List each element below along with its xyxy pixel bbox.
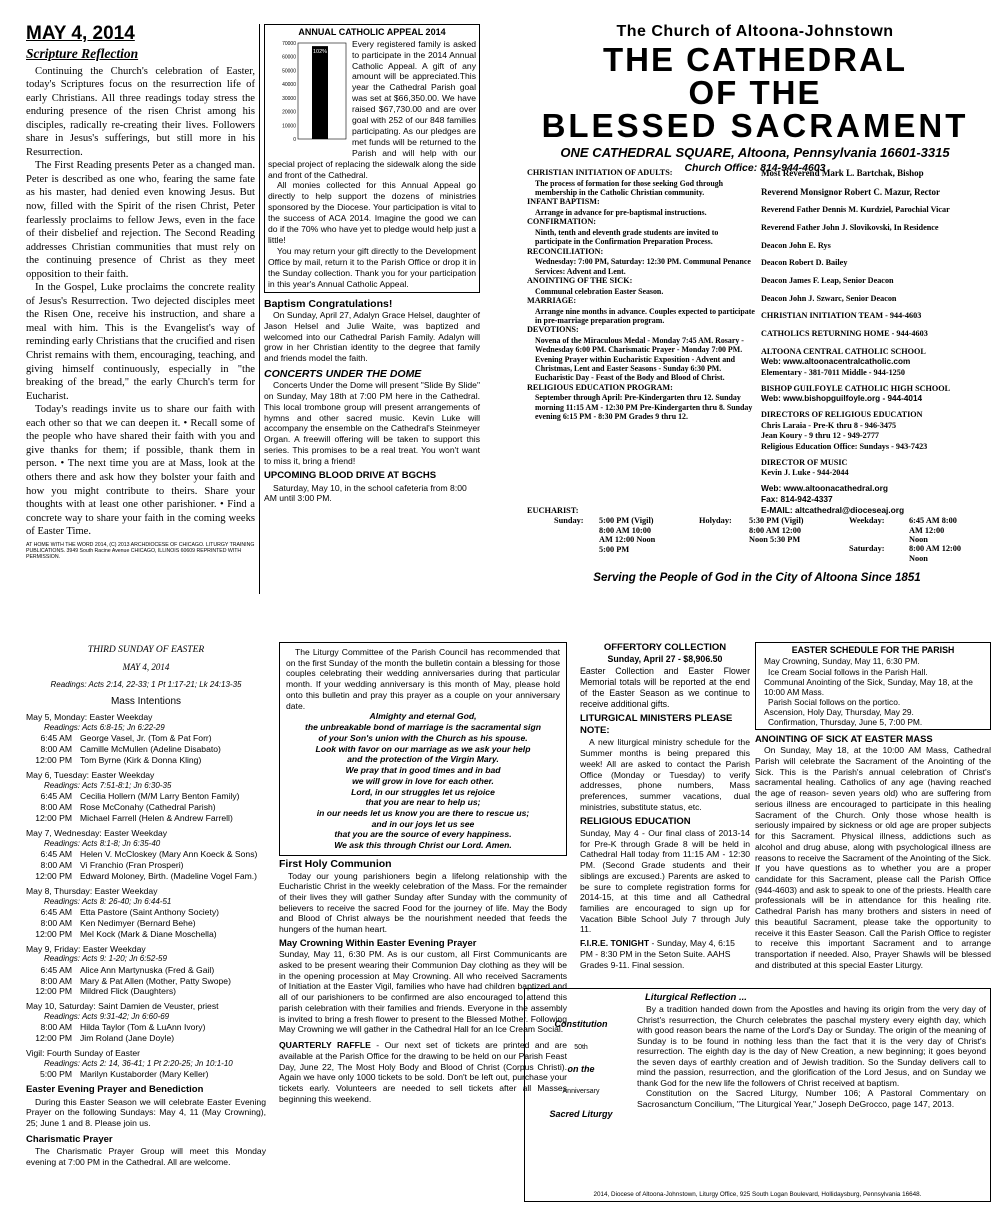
sacrament-detail: The process of formation for those seeking God through membership in the Catholic Christian community. <box>535 178 724 197</box>
religious-ed-title: RELIGIOUS EDUCATION <box>580 815 691 827</box>
sunday-title: THIRD SUNDAY OF EASTER <box>87 645 205 655</box>
mass-time: 12:00 PM <box>35 1033 72 1044</box>
intention-row <box>26 802 266 813</box>
baptism-title: Baptism Congratulations! <box>264 297 393 310</box>
reflection-paragraph: Continuing the Church's celebration of Easter, today's Scriptures focus on the resurrection life of early Christians. All three readings today stress the enduring presence of the risen Christ among his disciples, radically re-creating their lives. Followers share in Jesus's sufferings, but still more in his Resurrection. <box>26 65 255 158</box>
staff-entry: CHRISTIAN INITIATION TEAM - 944-4603 <box>761 311 922 321</box>
constitution-labels <box>529 1019 633 1120</box>
sacrament-heading: MARRIAGE: <box>527 295 577 305</box>
staff-entry: Deacon John E. Rys <box>761 240 831 250</box>
easter-schedule-title: EASTER SCHEDULE FOR THE PARISH <box>791 645 955 655</box>
reflection-paragraph: The First Reading presents Peter as a changed man. Peter is described as one who, fearing the same fate as his master, had denied even knowing Jesus. But now, filled with the Spirit of the risen Christ, Peter fearlessly proclaims to fellow Jews, even in the face of their disbelief and rejection. The Second Reading addresses Christian communities that must rely on the continuing presence of Christ as they meet opposition to their faith. <box>26 160 255 280</box>
fire-title: F.I.R.E. TONIGHT <box>580 938 650 949</box>
intention-row <box>26 813 266 824</box>
y-tick-label: 0 <box>293 136 296 143</box>
concerts-text: Concerts Under the Dome will present "Slide By Slide" on Sunday, May 18th at 7:00 PM here in the Cathedral. This local trombone group will present arrangements of hymns and other sacred music. Kevin Luke will accompany the ensemble on the Cathedral's Steinmeyer Organ. A freewill offering will be taken to support this series. This promises to be a real treat. You won't want to miss it, bring a friend! <box>264 380 480 466</box>
intention-row <box>26 860 266 871</box>
easter-schedule-items <box>760 656 986 727</box>
aca-bar-chart <box>268 41 348 151</box>
school-website: Web: www.altoonacentralcatholic.com <box>761 357 911 367</box>
intention-row <box>26 929 266 940</box>
evening-prayer-text: During this Easter Season we will celebrate Easter Evening Prayer on the following Sundays: May 4, 11 (May Crowning), 25; June 1 and 8. Please join us. <box>26 1096 266 1128</box>
mass-intention: Alice Ann Martynuska (Fred & Gail) <box>80 964 215 975</box>
intention-row <box>26 791 266 802</box>
fire-section <box>580 938 750 970</box>
constitution-label: on the <box>567 1063 595 1074</box>
sacrament-heading: DEVOTIONS: <box>527 325 579 335</box>
intention-row <box>26 849 266 860</box>
mass-intention: Jim Roland (Jane Doyle) <box>80 1033 175 1044</box>
mass-intention: George Vasel, Jr. (Tom & Pat Forr) <box>80 733 212 744</box>
crowning-title: May Crowning Within Easter Evening Prayer <box>279 936 477 948</box>
lit-reflection-source: Constitution on the Sacred Liturgy, Number 106; A Pastoral Commentary on Sacrosanctum Concilium, "The Liturgical Year," Joseph DeGrocco, page 147, 2013. <box>637 1088 986 1109</box>
aca-paragraph: All monies collected for this Annual Appeal go directly to help support the dozens of ministries sponsored by the Diocese. Your participation is vital to the success of ACA 2014. Imagine the good we can do if the 70% who have yet to pledge would help just a little! <box>268 180 476 245</box>
aca-chart-svg <box>268 41 348 151</box>
saturday-times: 8:00 AM 12:00 Noon <box>909 544 962 563</box>
intention-row <box>26 986 266 997</box>
intention-readings: Readings: Acts 9:31-42; Jn 6:60-69 <box>44 1012 170 1022</box>
music-line: Kevin J. Luke - 944-2044 <box>761 468 849 478</box>
mass-time: 12:00 PM <box>35 870 72 881</box>
intention-row <box>26 871 266 882</box>
anointing-text: On Sunday, May 18, at the 10:00 AM Mass, Cathedral Parish will celebrate the Sacrament of the Anointing of the Sick. This is the Parish's annual celebration of Christ's sacramental healing. Catholics of any age (having reached the age of reason- seven years old) who are suffering from serious illness are encouraged to participate in this healing Sacrament of the Church. Only those whose health is seriously impaired by sickness or old age are proper subjects for this Sacrament. Physical illness, addictions such as alcohol and drug abuse, along with psychological illness are reasons to receive the Sacrament of the Anointing of the Sick. If you have questions as to whether you are a proper candidate for this Sacrament, please call the Parish Office (944-4603) and ask to speak to one of the priests. Health care professionals will be in attendance for this healing rite. Cathedral Parish has many brothers and sisters in need of this beautiful Sacrament, please take the opportunity to receive it this Easter Season. Call the Parish Office to register to receive this important Sacrament and to arrange transportation if needed. Also, Prayer Shawls will be blessed and distributed at this special Easter Liturgy. <box>755 745 991 970</box>
sacrament-heading: INFANT BAPTISM: <box>527 197 600 207</box>
reflection-paragraph: Today's readings invite us to share our faith with each other so that we can deepen it. • Recall some of the people who have shared their faith with you and give thanks for them; if possible, thank them in person. • The next time you are at Mass, look at the others there and ask how they bolster your faith and how you might contribute to theirs. Share your thoughts with at least one other parishioner. • Find a concrete way to share your faith in the coming weeks of Easter Time. <box>26 404 255 538</box>
mass-time: 12:00 PM <box>35 986 72 997</box>
intention-row <box>26 965 266 976</box>
mass-time: 8:00 AM <box>40 1022 72 1033</box>
sacrament-detail: Novena of the Miraculous Medal - Monday 7:45 AM. Rosary - Wednesday 6:00 PM. Charismatic Prayer - Monday 7:00 PM. Evening Prayer within Eucharistic Exposition - Advent and Christmas, Lent and Easter Seasons - Sunday 6:30 PM. Eucharistic Day - Feast of the Body and Blood of Christ. <box>535 335 744 383</box>
scripture-reflection-title: Scripture Reflection <box>26 46 139 61</box>
raffle-text: - Our next set of tickets are printed and are available at the Parish Office for the drawing to be held on our Parish Feast Day, June 22, The Most Holy Body and Blood of Christ (Corpus Christi). Again we have only 1000 tickets to be sold. Don't be left out, purchase your tickets early. Volunteers are needed to sell tickets after all Masses beginning this weekend. <box>279 1040 568 1104</box>
y-tick-label: 40000 <box>282 81 296 88</box>
evening-prayer-title: Easter Evening Prayer and Benediction <box>26 1084 204 1096</box>
intention-day: May 5, Monday: Easter Weekday <box>26 712 153 723</box>
school-name: BISHOP GUILFOYLE CATHOLIC HIGH SCHOOL <box>761 383 951 393</box>
staff-entry: CATHOLICS RETURNING HOME - 944-4603 <box>761 328 928 338</box>
eucharist-label: EUCHARIST: <box>527 506 579 515</box>
staff-container <box>761 168 990 340</box>
sunday-label: Sunday: <box>554 516 584 525</box>
masthead <box>520 22 990 192</box>
mass-intention: Mary & Pat Allen (Mother, Patty Swope) <box>80 975 231 986</box>
liturgical-reflection-box <box>524 988 991 1202</box>
mass-intention: Rose McConahy (Cathedral Parish) <box>80 802 216 813</box>
mass-intention: Hilda Taylor (Tom & LuAnn Ivory) <box>80 1022 206 1033</box>
constitution-label: Constitution <box>554 1019 608 1029</box>
sacrament-heading: RELIGIOUS EDUCATION PROGRAM: <box>527 382 673 392</box>
mass-time: 6:45 AM <box>40 906 72 917</box>
parish-name: BLESSED SACRAMENT <box>541 106 969 144</box>
mass-intentions-column <box>26 644 266 1204</box>
prayer-line: of your Son's union with the Church as his spouse. <box>318 732 528 743</box>
easter-schedule-item: May Crowning, Sunday, May 11, 6:30 PM. <box>764 656 920 667</box>
mass-intention: Etta Pastore (Saint Anthony Society) <box>80 906 220 917</box>
sacrament-detail: Wednesday: 7:00 PM, Saturday: 12:30 PM. Communal Penance Services: Advent and Lent. <box>535 257 751 276</box>
easter-schedule-item: Confirmation, Thursday, June 5, 7:00 PM. <box>768 716 923 727</box>
weekday-label: Weekday: <box>849 516 885 525</box>
aca-title: ANNUAL CATHOLIC APPEAL 2014 <box>298 27 446 37</box>
prayer-line: in our needs let us know you are there to rescue us; <box>316 808 530 819</box>
intention-readings: Readings: Acts 8: 26-40; Jn 6:44-51 <box>44 896 172 906</box>
easter-schedule-item: Communal Anointing of the Sick, Sunday, May 18, at the 10:00 AM Mass. <box>764 676 973 697</box>
dre-line: Chris Laraia - Pre-K thru 8 - 946-3475 <box>761 420 897 430</box>
cathedral-email: E-MAIL: altcathedral@dioceseaj.org <box>761 504 905 515</box>
aca-box <box>264 24 480 293</box>
mass-time: 12:00 PM <box>35 755 72 766</box>
intention-row <box>26 918 266 929</box>
reflection-paragraph: In the Gospel, Luke proclaims the concrete reality of Jesus's Resurrection. Two dejected disciples meet the Risen One, receive his instruction, and share a meal with him. This is the Evangelist's way of reminding early Christians that the crucified and risen Christ remains with them, encouraging, teaching, and giving himself continuously, especially in "the breaking of the bread," the early Church's term for Eucharist. <box>26 282 255 402</box>
mass-time: 6:45 AM <box>40 733 72 744</box>
anointing-title: ANOINTING OF SICK AT EASTER MASS <box>755 732 933 744</box>
prayer-line: We pray that in good times and in bad <box>345 765 501 776</box>
intention-row <box>26 1033 266 1044</box>
eucharist-schedule <box>527 506 987 568</box>
crowning-text: Sunday, May 11, 6:30 PM. As is our custom, all First Communicants are asked to be present wearing their Communion Day clothing as they will be in the opening procession at May Crowning. All who received Sacraments of Initiation at the Easter Vigil, families who have had children baptized and all of our parishioners to be confirmed are also encouraged to attend this parish celebration with their families and friends. Everyone in the assembly is invited to bring a fresh flower to present to the Blessed Mother. Following May Crowning we will gather in the Cathedral Hall for an Ice Cream Social. <box>279 949 567 1035</box>
prayer-line: that you are near to help us; <box>365 797 481 808</box>
cathedral-fax: Fax: 814-942-4337 <box>761 493 833 504</box>
mass-intention: Mildred Flick (Daughters) <box>80 986 176 997</box>
anniversary-blessing-box <box>279 642 567 856</box>
religious-ed-text: Sunday, May 4 - Our final class of 2013-14 for Pre-K through Grade 8 will be held in Cathedral Hall today from 11:15 AM - 12:30 PM. (Second Grade students and their siblings are excused.) Parents are asked to be sure to complete registration forms for 2014-15, at this time and all Cathedral families are encouraged to sign up for Vacation Bible School July 7 through July 11. <box>580 827 750 935</box>
sacrament-detail: Arrange in advance for pre-baptismal instructions. <box>535 207 707 217</box>
y-tick-label: 30000 <box>282 95 296 102</box>
staff-entry: Reverend Monsignor Robert C. Mazur, Rector <box>761 186 941 197</box>
middle-column <box>264 24 480 589</box>
prayer-line: and the protection of the Virgin Mary. <box>347 754 499 765</box>
prayer-line: that you are the source of every happiness. <box>334 829 512 840</box>
y-tick-label: 10000 <box>282 122 296 129</box>
sacrament-detail: Arrange nine months in advance. Couples expected to participate in pre-marriage preparation program. <box>535 306 755 325</box>
prayer-line: the unbreakable bond of marriage is the sacramental sign <box>305 722 541 733</box>
concerts-title: CONCERTS UNDER THE DOME <box>264 367 422 380</box>
dre-line: Religious Education Office: Sundays - 943-7423 <box>761 441 928 451</box>
sacrament-detail: Communal celebration Easter Season. <box>535 286 664 296</box>
mass-intention: Helen V. McCloskey (Mary Ann Koeck & Sons) <box>80 849 258 860</box>
baptism-section <box>264 298 480 364</box>
intention-day: May 9, Friday: Easter Weekday <box>26 943 146 954</box>
sacraments-container <box>527 168 757 421</box>
blood-drive-section <box>264 470 480 504</box>
constitution-sidebar <box>529 1019 633 1132</box>
staff-entry: Deacon James F. Leap, Senior Deacon <box>761 276 894 285</box>
dre-line: Jean Koury - 9 thru 12 - 949-2777 <box>761 431 880 441</box>
school-website: Web: www.bishopguilfoyle.org - 944-4014 <box>761 394 923 404</box>
offertory-title: OFFERTORY COLLECTION <box>603 642 727 653</box>
mass-time: 8:00 AM <box>40 744 72 755</box>
mass-intention: Vi Franchio (Fran Prosperi) <box>80 859 184 870</box>
sunday-readings: Readings: Acts 2:14, 22-33; 1 Pt 1:17-21; Lk 24:13-35 <box>50 680 242 690</box>
mass-time: 8:00 AM <box>40 975 72 986</box>
prayer-line: Lord, in our struggles let us rejoice <box>351 786 495 797</box>
mass-intention: Cecilia Hollern (M/M Larry Benton Family) <box>80 791 240 802</box>
charismatic-text: The Charismatic Prayer Group will meet this Monday evening at 7:00 PM in the Cathedral. All are welcome. <box>26 1146 266 1167</box>
mass-time: 12:00 PM <box>35 813 72 824</box>
intention-day: May 7, Wednesday: Easter Weekday <box>26 827 168 838</box>
offertory-text: Easter Collection and Easter Flower Memorial totals will be reported at the end of the Easter Season as we continue to receive additional gifts. <box>580 665 750 709</box>
intention-row <box>26 744 266 755</box>
blood-drive-title: UPCOMING BLOOD DRIVE AT BGCHS <box>264 470 437 482</box>
easter-schedule-item: Ice Cream Social follows in the Parish Hall. <box>768 666 928 677</box>
sunday-times: 5:00 PM (Vigil) 8:00 AM 10:00 AM 12:00 Noon 5:00 PM <box>599 516 656 554</box>
prayer-line: Look with favor on our marriage as we ask your help <box>315 743 531 754</box>
communion-text: Today our young parishioners begin a lifelong relationship with the Eucharistic Christ in the weekly celebration of the Mass. For the remainder of their lives they will gather Sunday after Sunday with the community of believers to receive the sacred Food for the journey of life. May the Body and Blood of Christ always be the nourishment needed that feeds the hungers of the human heart. <box>279 870 567 935</box>
mass-intention: Marilyn Kustaborder (Mary Keller) <box>80 1069 209 1080</box>
aca-paragraph: You may return your gift directly to the Development Office by mail, return it to the Parish Office or drop it in the Sunday collection. Thank you for your participation in this year's Annual Catholic Appeal. <box>268 245 476 289</box>
staff-list <box>761 168 990 515</box>
intention-row <box>26 976 266 987</box>
holyday-label: Holyday: <box>699 516 732 525</box>
music-title: DIRECTOR OF MUSIC <box>761 457 848 467</box>
prayer-line: we will grow in love for each other. <box>352 775 494 786</box>
bulletin-date: MAY 4, 2014 <box>26 23 135 44</box>
mass-intention: Tom Byrne (Kirk & Donna Kling) <box>80 755 202 766</box>
saturday-label: Saturday: <box>849 544 885 553</box>
intention-day: May 10, Saturday: Saint Damien de Veuster, priest <box>26 1001 219 1012</box>
anniversary-intro: The Liturgy Committee of the Parish Council has recommended that on the first Sunday of the month the bulletin contain a blessing for those couples celebrating their wedding anniversaries during that particular month. If your wedding anniversary is this month of May, please hold onto this bulletin and pray this prayer as a couple on your anniversary date. <box>286 647 560 711</box>
staff-entry: Reverend Father Dennis M. Kurdziel, Parochial Vicar <box>761 205 950 215</box>
mass-intention: Camille McMullen (Adeline Disabato) <box>80 744 221 755</box>
intention-row <box>26 1022 266 1033</box>
diocese-name: The Church of Altoona-Johnstown <box>616 23 894 40</box>
constitution-label: 50th <box>574 1043 588 1051</box>
mass-time: 5:00 PM <box>39 1069 72 1080</box>
staff-entry: Most Reverend Mark L. Bartchak, Bishop <box>761 168 924 178</box>
offertory-amount: Sunday, April 27 - $8,906.50 <box>607 654 723 665</box>
prayer-line: We ask this through Christ our Lord. Amen. <box>334 840 512 851</box>
y-tick-label: 70000 <box>282 40 296 47</box>
intention-day: Vigil: Fourth Sunday of Easter <box>26 1048 141 1059</box>
bar-label: 102% <box>312 48 328 55</box>
intention-readings: Readings: Acts 6:8-15; Jn 6:22-29 <box>44 723 165 733</box>
sunday-date: MAY 4, 2014 <box>122 662 170 673</box>
sacrament-heading: RECONCILIATION: <box>527 246 604 256</box>
church-office-phone: Church Office: 814-944-4603 <box>684 161 826 174</box>
school-name: ALTOONA CENTRAL CATHOLIC SCHOOL <box>761 346 926 356</box>
constitution-label: Sacred Liturgy <box>549 1108 613 1119</box>
mass-intention: Michael Farrell (Helen & Andrew Farrell) <box>80 813 233 824</box>
cathedral-website: Web: www.altoonacathedral.org <box>761 482 889 493</box>
sacrament-heading: CONFIRMATION: <box>527 217 596 227</box>
lit-reflection-title: Liturgical Reflection ... <box>645 992 747 1003</box>
intention-readings: Readings: Acts 8:1-8; Jn 6:35-40 <box>44 838 161 848</box>
mass-intention: Mel Kock (Mark & Diane Moschella) <box>80 928 217 939</box>
intention-row <box>26 755 266 766</box>
staff-entry: Deacon Robert D. Bailey <box>761 258 848 268</box>
sacrament-heading: ANOINTING OF THE SICK: <box>527 275 633 285</box>
intention-row <box>26 733 266 744</box>
lit-reflection-footer: 2014, Diocese of Altoona-Johnstown, Liturgy Office, 925 South Logan Boulevard, Hollidaysburg, Pennsylvania 16648. <box>593 1190 922 1198</box>
intention-readings: Readings: Acts 7:51-8:1; Jn 6:30-35 <box>44 781 172 791</box>
y-tick-label: 50000 <box>282 68 296 75</box>
mass-time: 6:45 AM <box>40 791 72 802</box>
aca-paragraph: Every registered family is asked to participate in the 2014 Annual Catholic Appeal. A gift of any amount will be appreciated.This year the Cathedral Parish goal was set at $66,350.00. We have raised $67,730.00 and are over goal with 252 of our 848 families participating. As our pledges are met funds will be returned to the Parish and will help with our special project of replacing the sidewalk along the side and front of the Cathedral. <box>268 38 476 180</box>
column-divider <box>259 24 260 594</box>
ministers-title: LITURGICAL MINISTERS PLEASE NOTE: <box>580 712 733 737</box>
lit-reflection-text: By a tradition handed down from the Apostles and having its origin from the very day of Christ's resurrection, the Church celebrates the paschal mystery every eighth day, which with good reason bears the name of the Lord's Day or Sunday. The origin of the meaning of Sunday is to be found in nothing less than the fact that it is the very day of Christ's resurrection. The eighth day is the day of New Creation, a new beginning; it goes beyond the seven days of earthly creation and of Jewish tradition. So the Sunday delivers call to mind the passion, resurrection, and the glorification of the Lord Jesus, and on Sunday we thank God for the new life the followers of Christ received at baptism. <box>637 1004 986 1088</box>
y-axis-ticks <box>282 41 296 143</box>
school-phone: Elementary - 381-7011 Middle - 944-1250 <box>761 367 905 377</box>
prayer-line: Almighty and eternal God, <box>369 711 477 722</box>
sacrament-heading: CHRISTIAN INITIATION OF ADULTS: <box>527 168 673 177</box>
intention-readings: Readings: Acts 2: 14, 36-41; 1 Pt 2:20-25; Jn 10:1-10 <box>44 1059 233 1069</box>
weekday-times: 6:45 AM 8:00 AM 12:00 Noon <box>909 516 957 545</box>
y-tick-label: 20000 <box>282 109 296 116</box>
baptism-text: On Sunday, April 27, Adalyn Grace Helsel, daughter of Jason Helsel and Julie Waite, was baptized and welcomed into our Cathedral Parish Family. Adalyn will grow in her Christian identity to the degree that family and friends model the faith. <box>264 310 480 364</box>
mass-time: 6:45 AM <box>40 849 72 860</box>
mass-intention: Edward Moloney, Birth. (Madeline Vogel Fam.) <box>80 870 258 881</box>
raffle-title: QUARTERLY RAFFLE <box>279 1040 371 1051</box>
fire-text: - Sunday, May 4, 6:15 PM - 8:30 PM in the Seton Suite. AAHS Grades 9-11. Final session. <box>580 938 735 970</box>
intention-readings: Readings: Acts 9: 1-20; Jn 6:52-59 <box>44 954 167 964</box>
staff-entry: Deacon John J. Szwarc, Senior Deacon <box>761 293 897 303</box>
mass-time: 8:00 AM <box>40 859 72 870</box>
prayer-line: and in our joys let us see <box>371 818 475 829</box>
sacrament-detail: Ninth, tenth and eleventh grade students are invited to participate in the Confirmation Preparation Process. <box>535 227 719 247</box>
reprint-credit: AT HOME WITH THE WORD 2014, (C) 2013 ARCHDIOCESE OF CHICAGO. LITURGY TRAINING PUBLICATIONS. 3949 South Racine Avenue CHICAGO, ILLINOIS 60609 REPRINTED WITH PERMISSION. <box>26 541 255 561</box>
bottom-right-column <box>755 642 991 982</box>
staff-entry: Reverend Father John J. Slovikovski, In Residence <box>761 223 939 233</box>
intention-day: May 8, Thursday: Easter Weekday <box>26 885 158 896</box>
serving-tagline: Serving the People of God in the City of Altoona Since 1851 <box>593 571 921 584</box>
mass-time: 12:00 PM <box>35 928 72 939</box>
intentions-list <box>26 712 266 1080</box>
ministers-text: A new liturgical ministry schedule for the Summer months is being prepared this week! All are asked to contact the Parish Office (Monday or Tuesday) to verify addresses, phone numbers, Mass preferences, summer vacations, dual ministries, substitute status, etc. <box>580 737 750 812</box>
holyday-times: 5:30 PM (Vigil) 8:00 AM 12:00 Noon 5:30 PM <box>749 516 804 545</box>
blood-drive-text: Saturday, May 10, in the school cafeteria from 8:00 AM until 3:00 PM. <box>264 482 467 504</box>
mass-time: 8:00 AM <box>40 917 72 928</box>
mass-time: 8:00 AM <box>40 802 72 813</box>
parish-name: THE CATHEDRAL <box>602 40 908 78</box>
concerts-section <box>264 368 480 466</box>
parish-name: OF THE <box>688 73 822 111</box>
chart-bar <box>312 46 328 139</box>
sacrament-detail: September through April: Pre-Kindergarten thru 12. Sunday morning 11:15 AM - 12:30 PM Pre-Kindergarten thru 8. Sunday evening 6:15 PM - 8:30 PM Grades 9 thru 12. <box>535 393 753 421</box>
mass-intention: Ken Nedimyer (Bernard Behe) <box>80 917 196 928</box>
constitution-label: Anniversary <box>562 1088 600 1096</box>
easter-schedule-box <box>755 642 991 730</box>
mass-intentions-title: Mass Intentions <box>110 696 182 708</box>
dre-title: DIRECTORS OF RELIGIOUS EDUCATION <box>761 409 923 419</box>
charismatic-title: Charismatic Prayer <box>26 1133 113 1145</box>
intention-row <box>26 907 266 918</box>
parish-address: ONE CATHEDRAL SQUARE, Altoona, Pennsylvania 16601-3315 <box>560 144 950 160</box>
communion-title: First Holy Communion <box>279 857 392 870</box>
y-tick-label: 60000 <box>282 54 296 61</box>
easter-schedule-item: Parish Social follows on the portico. <box>768 696 901 707</box>
easter-schedule-item: Ascension, Holy Day, Thursday, May 29. <box>764 706 914 717</box>
parish-notes-column <box>580 642 750 970</box>
intention-row <box>26 1069 266 1080</box>
intention-day: May 6, Tuesday: Easter Weekday <box>26 770 155 781</box>
sacraments-list <box>527 168 757 506</box>
scripture-reflection-column <box>26 24 255 604</box>
anniversary-prayer <box>286 711 560 851</box>
mass-time: 6:45 AM <box>40 964 72 975</box>
